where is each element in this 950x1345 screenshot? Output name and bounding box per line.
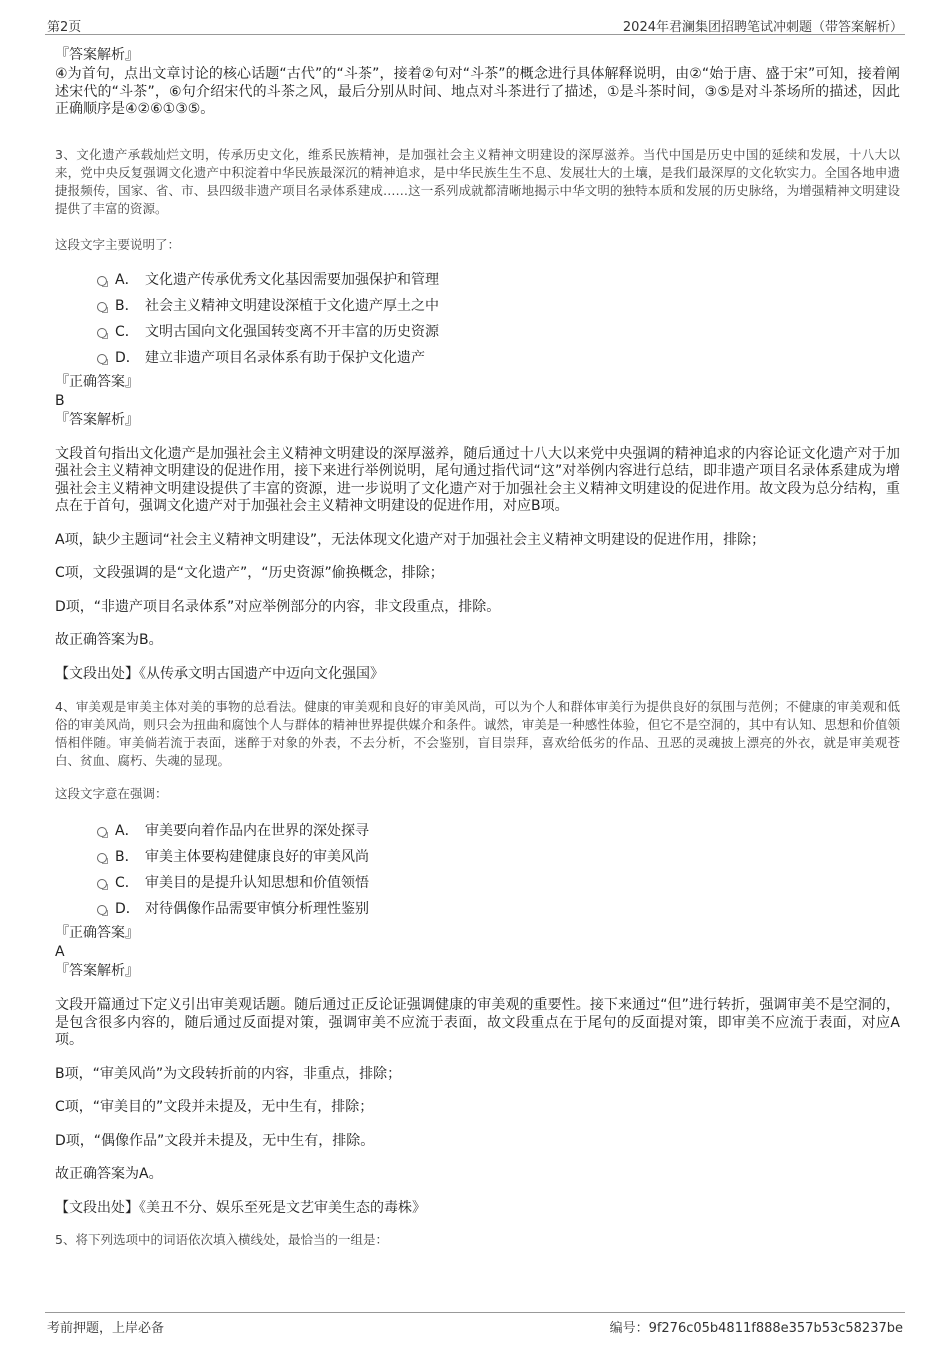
analysis-paragraph: C项，文段强调的是“文化遗产”，“历史资源”偷换概念，排除； <box>55 565 444 581</box>
option-d[interactable]: D． 建立非遗产项目名录体系有助于保护文化遗产 <box>55 345 900 371</box>
page-content <box>55 46 900 1249</box>
question-4-text: 4、审美观是审美主体对美的事物的总看法。健康的审美观和良好的审美风尚，可以为个人和群体审美行为提供良好的氛围与范例；不健康的审美观和低俗的审美风尚，则只会为扭曲和腐蚀个人与群体的精神世界提供媒介和条件。诚然，审美是一种感性体验，但它不是空洞的，其中有认知、思想和价值领悟相伴随。审美倘若流于表面，迷醉于对象的外表，不去分析，不会鉴别，盲目崇拜，喜欢给低劣的作品、丑恶的灵魂披上漂亮的外衣，就是审美观苍白、贫血、腐朽、失魂的显现。 <box>55 699 900 768</box>
option-c[interactable]: C． 文明古国向文化强国转变离不开丰富的历史资源 <box>55 319 900 345</box>
page-footer <box>45 1312 905 1337</box>
correct-answer-label: 『正确答案』 <box>55 373 139 390</box>
option-b[interactable]: B． 审美主体要构建健康良好的审美风尚 <box>55 844 900 870</box>
analysis-paragraph: D项，“非遗产项目名录体系”对应举例部分的内容，非文段重点，排除。 <box>55 598 501 615</box>
option-b[interactable]: B． 社会主义精神文明建设深植于文化遗产厚土之中 <box>55 293 900 319</box>
radio-icon[interactable] <box>97 276 107 286</box>
correct-answer: A <box>55 944 65 960</box>
analysis-paragraph: 故正确答案为B。 <box>55 632 163 648</box>
analysis-paragraph: B项，“审美风尚”为文段转折前的内容，非重点，排除； <box>55 1065 402 1082</box>
analysis-label: 『答案解析』 <box>55 963 139 979</box>
option-a[interactable]: A． 审美要向着作品内在世界的深处探寻 <box>55 818 900 844</box>
correct-answer-label: 『正确答案』 <box>55 925 139 941</box>
analysis-paragraph: C项，“审美目的”文段并未提及，无中生有，排除； <box>55 1099 374 1115</box>
question-3-prompt: 这段文字主要说明了： <box>55 236 181 252</box>
question-3-text: 3、文化遗产承载灿烂文明，传承历史文化，维系民族精神，是加强社会主义精神文明建设的深厚滋养。当代中国是历史中国的延续和发展，十八大以来，党中央反复强调文化遗产中积淀着中华民族最深沉的精神追求，是中华民族生生不息、发展壮大的土壤，是我们最深厚的文化软实力。全国各地申遗捷报频传，国家、省、市、县四级非遗产项目名录体系建成……这一系列成就都清晰地揭示中华文明的独特本质和发展的历史脉络，为增强精神文明建设提供了丰富的资源。 <box>55 146 900 216</box>
analysis-text: ④为首句，点出文章讨论的核心话题“古代”的“斗茶”，接着②句对“斗茶”的概念进行具体解释说明，由②“始于唐、盛于宋”可知，接着阐述宋代的“斗茶”，⑥句介绍宋代的斗茶之风，最后分别从时间、地点对斗茶进行了描述，①是斗茶时间，③⑤是对斗茶场所的描述，因此正确顺序是④②⑥①③⑤。 <box>55 66 900 117</box>
source-citation: 【文段出处】《美丑不分、娱乐至死是文艺审美生态的毒株》 <box>55 1199 426 1216</box>
analysis-paragraph: A项，缺少主题词“社会主义精神文明建设”，无法体现文化遗产对于加强社会主义精神文明建设的促进作用，排除； <box>55 531 766 548</box>
page-number: 第2页 <box>47 20 82 35</box>
footer-slogan: 考前押题，上岸必备 <box>47 1321 165 1336</box>
analysis-label: 『答案解析』 <box>55 411 139 428</box>
page-header <box>45 12 905 35</box>
option-a[interactable]: A． 文化遗产传承优秀文化基因需要加强保护和管理 <box>55 267 900 293</box>
radio-icon[interactable] <box>97 905 107 915</box>
radio-icon[interactable] <box>97 879 107 889</box>
question-4-options <box>55 818 900 922</box>
document-id: 编号：9f276c05b4811f888e357b53c58237be <box>609 1321 903 1336</box>
radio-icon[interactable] <box>97 354 107 364</box>
question-4-prompt: 这段文字意在强调： <box>55 786 168 801</box>
question-5-text: 5、将下列选项中的词语依次填入横线处，最恰当的一组是： <box>55 1232 388 1247</box>
question-3-options <box>55 267 900 371</box>
source-citation: 【文段出处】《从传承文明古国遗产中迈向文化强国》 <box>55 665 384 682</box>
analysis-paragraph: 文段开篇通过下定义引出审美观话题。随后通过正反论证强调健康的审美观的重要性。接下来通过“但”进行转折，强调审美不是空洞的，是包含很多内容的，随后通过反面提对策，强调审美不应流于表面，故文段重点在于尾句的反面提对策，即审美不应流于表面，对应A项。 <box>55 997 900 1048</box>
radio-icon[interactable] <box>97 853 107 863</box>
analysis-paragraph: 文段首句指出文化遗产是加强社会主义精神文明建设的深厚滋养，随后通过十八大以来党中央强调的精神追求的内容论证文化遗产对于加强社会主义精神文明建设的促进作用，接下来进行举例说明，尾句通过指代词“这”对举例内容进行总结，即非遗产项目名录体系建成为增强社会主义精神文明建设提供了丰富的资源，进一步说明了文化遗产对于加强社会主义精神文明建设的促进作用。故文段为总分结构，重点在于首句，强调文化遗产对于加强社会主义精神文明建设的促进作用，对应B项。 <box>55 445 900 514</box>
document-title: 2024年君澜集团招聘笔试冲刺题（带答案解析） <box>622 20 903 35</box>
analysis-paragraph: D项，“偶像作品”文段并未提及，无中生有，排除。 <box>55 1132 375 1149</box>
option-d[interactable]: D． 对待偶像作品需要审慎分析理性鉴别 <box>55 896 900 922</box>
radio-icon[interactable] <box>97 328 107 338</box>
option-c[interactable]: C． 审美目的是提升认知思想和价值领悟 <box>55 870 900 896</box>
radio-icon[interactable] <box>97 302 107 312</box>
analysis-label: 『答案解析』 <box>55 47 139 63</box>
correct-answer: B <box>55 392 65 409</box>
radio-icon[interactable] <box>97 827 107 837</box>
analysis-paragraph: 故正确答案为A。 <box>55 1166 163 1182</box>
